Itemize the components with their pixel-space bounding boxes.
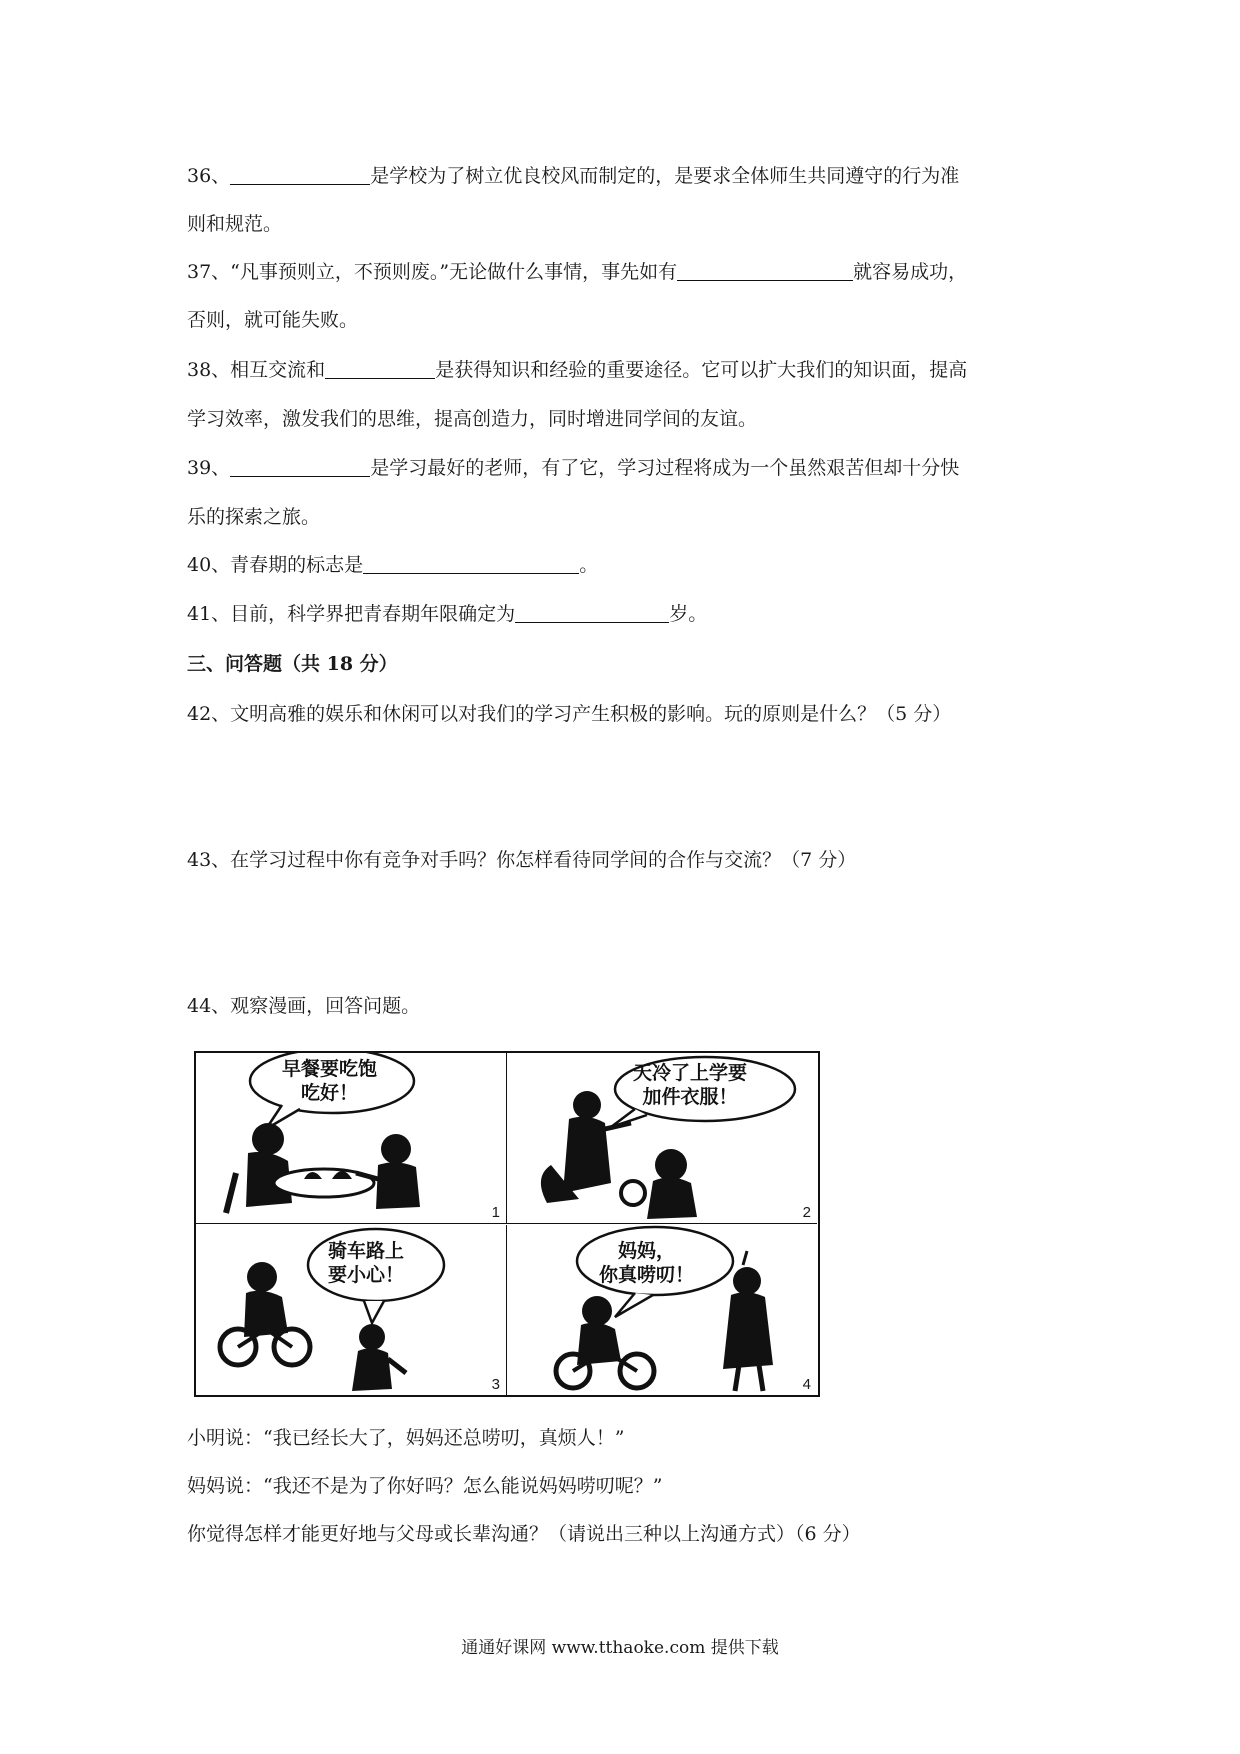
speech-bubble-3: 骑车路上 要小心！ xyxy=(328,1240,405,1286)
answer-blank-39[interactable] xyxy=(230,456,370,477)
question-38-line1: 38、相互交流和 是获得知识和经验的重要途径。它可以扩大我们的知识面，提高 xyxy=(187,359,968,381)
question-39-line2: 乐的探索之旅。 xyxy=(187,506,321,528)
comic-panel-2 xyxy=(507,1053,817,1224)
page-footer: 通通好课网 www.tthaoke.com 提供下载 xyxy=(461,1638,779,1658)
comic-panel-3 xyxy=(196,1225,507,1395)
comic-panel-1 xyxy=(196,1053,507,1224)
section-heading-3: 三、问答题（共 18 分） xyxy=(187,653,398,675)
question-41: 41、目前，科学界把青春期年限确定为 岁。 xyxy=(187,603,708,625)
panel-number-4: 4 xyxy=(802,1376,811,1393)
question-42: 42、文明高雅的娱乐和休闲可以对我们的学习产生积极的影响。玩的原则是什么？（5 分） xyxy=(187,703,952,725)
question-37-line2: 否则，就可能失败。 xyxy=(187,309,359,331)
question-40: 40、青春期的标志是 。 xyxy=(187,554,599,576)
speech-bubble-1: 早餐要吃饱 吃好！ xyxy=(282,1058,378,1104)
question-44-prompt: 你觉得怎样才能更好地与父母或长辈沟通？（请说出三种以上沟通方式）（6 分） xyxy=(187,1523,861,1545)
answer-blank-38[interactable] xyxy=(325,358,435,379)
answer-blank-41[interactable] xyxy=(515,602,669,623)
answer-blank-37[interactable] xyxy=(677,260,853,281)
question-36-line1: 36、 是学校为了树立优良校风而制定的，是要求全体师生共同遵守的行为准 xyxy=(187,165,960,187)
xiaoming-quote: 小明说：“我已经长大了，妈妈还总唠叨，真烦人！” xyxy=(187,1427,625,1449)
question-36-line2: 则和规范。 xyxy=(187,213,283,235)
question-38-line2: 学习效率，激发我们的思维，提高创造力，同时增进同学间的友谊。 xyxy=(187,408,758,430)
panel-number-3: 3 xyxy=(491,1376,500,1393)
mom-quote: 妈妈说：“我还不是为了你好吗？怎么能说妈妈唠叨呢？” xyxy=(187,1475,663,1497)
answer-blank-40[interactable] xyxy=(363,553,579,574)
speech-bubble-2: 天冷了上学要 加件衣服！ xyxy=(633,1062,748,1108)
question-39-line1: 39、 是学习最好的老师，有了它，学习过程将成为一个虽然艰苦但却十分快 xyxy=(187,457,960,479)
panel-number-1: 1 xyxy=(491,1204,500,1221)
answer-blank-36[interactable] xyxy=(230,164,370,185)
comic-strip xyxy=(194,1051,820,1397)
question-44: 44、观察漫画，回答问题。 xyxy=(187,995,421,1017)
comic-panel-4 xyxy=(507,1225,817,1395)
panel-number-2: 2 xyxy=(802,1204,811,1221)
question-37-line1: 37、“凡事预则立，不预则废。”无论做什么事情，事先如有 就容易成功， xyxy=(187,261,968,283)
speech-bubble-4: 妈妈， 你真唠叨！ xyxy=(599,1240,695,1286)
question-43: 43、在学习过程中你有竞争对手吗？你怎样看待同学间的合作与交流？（7 分） xyxy=(187,849,857,871)
